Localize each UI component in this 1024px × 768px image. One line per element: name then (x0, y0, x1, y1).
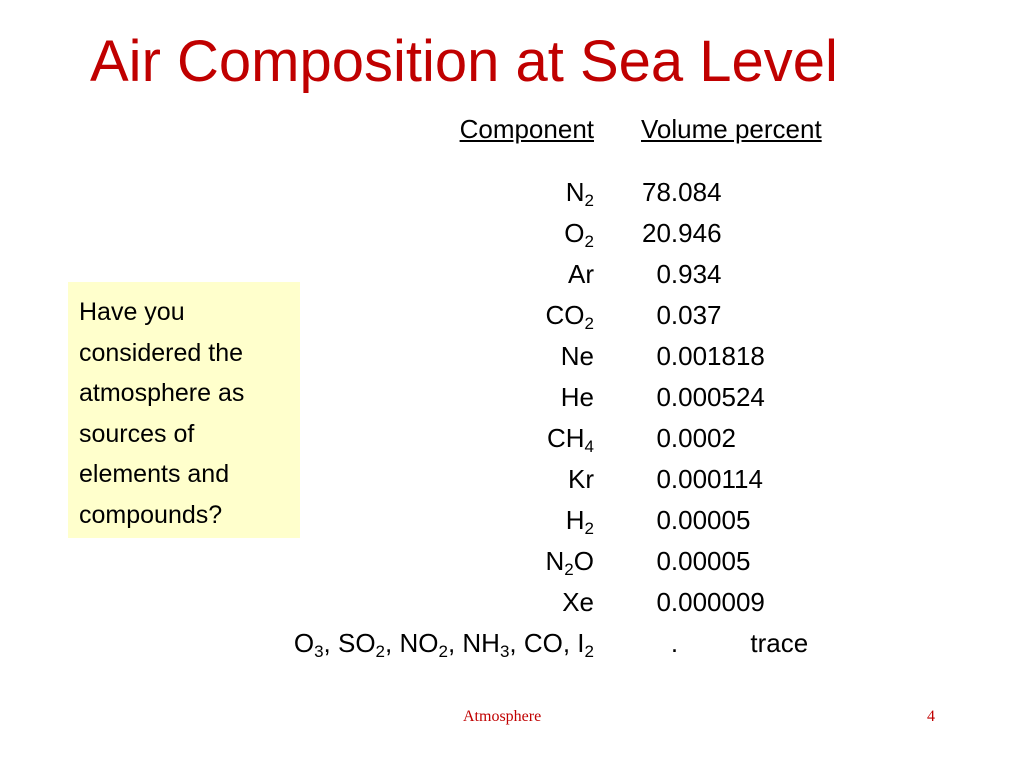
formula-subscript: 2 (584, 642, 594, 661)
volume-percent-cell: 0.000114 (642, 464, 763, 494)
volume-percent-cell: 0.001818 (642, 341, 765, 371)
formula-subscript: 3 (499, 642, 510, 661)
formula-subscript: 2 (438, 642, 448, 661)
component-cell (561, 336, 594, 376)
volume-percent-cell: 78.084 (642, 177, 722, 207)
component-cell (546, 541, 594, 581)
formula-text: N (565, 177, 585, 207)
formula-text: CH (546, 423, 585, 453)
volume-percent-cell: 0.000524 (642, 382, 765, 412)
component-cell (561, 377, 594, 417)
formula-subscript: 2 (564, 560, 574, 579)
formula-subscript: 3 (314, 642, 324, 661)
formula-text: Ar (568, 259, 594, 289)
formula-text: N (545, 546, 565, 576)
component-cell (547, 418, 594, 458)
page-number: 4 (927, 708, 935, 725)
formula-subscript: 4 (584, 437, 594, 456)
formula-text: , CO, I (509, 628, 585, 658)
component-cell (294, 623, 594, 663)
volume-percent-cell: 0.00005 (642, 505, 751, 535)
volume-percent-cell: 0.000009 (642, 587, 765, 617)
footer-label: Atmosphere (463, 708, 542, 725)
formula-text: , SO (323, 628, 376, 658)
volume-percent-cell: . trace (642, 628, 809, 658)
volume-percent-cell: 0.934 (642, 259, 722, 289)
formula-text: , NH (447, 628, 500, 658)
formula-text: , NO (385, 628, 439, 658)
slide-title: Air Composition at Sea Level (90, 29, 838, 94)
formula-text: O (573, 546, 594, 576)
component-column-header: Component (459, 114, 594, 144)
question-note-box: Have you considered the atmosphere as sources of elements and compounds? (68, 282, 300, 538)
component-cell (564, 213, 594, 253)
component-cell (568, 254, 594, 294)
formula-subscript: 2 (375, 642, 386, 661)
formula-text: He (560, 382, 594, 412)
volume-percent-column-header: Volume percent (641, 114, 822, 144)
formula-text: Kr (568, 464, 594, 494)
component-cell (566, 172, 594, 212)
formula-text: Ne (560, 341, 594, 371)
component-cell (546, 295, 594, 335)
formula-subscript: 2 (584, 314, 594, 333)
component-cell (568, 459, 594, 499)
volume-percent-cell: 0.0002 (642, 423, 736, 453)
formula-subscript: 2 (584, 191, 594, 210)
volume-percent-cell: 0.037 (642, 300, 722, 330)
formula-text: H (565, 505, 585, 535)
volume-percent-cell: 20.946 (642, 218, 722, 248)
formula-text: O (564, 218, 585, 248)
component-cell (562, 582, 594, 622)
volume-percent-cell: 0.00005 (642, 546, 751, 576)
formula-text: O (293, 628, 315, 658)
formula-text: CO (545, 300, 585, 330)
formula-subscript: 2 (584, 232, 594, 251)
component-cell (566, 500, 594, 540)
formula-subscript: 2 (584, 519, 594, 538)
formula-text: Xe (562, 587, 594, 617)
